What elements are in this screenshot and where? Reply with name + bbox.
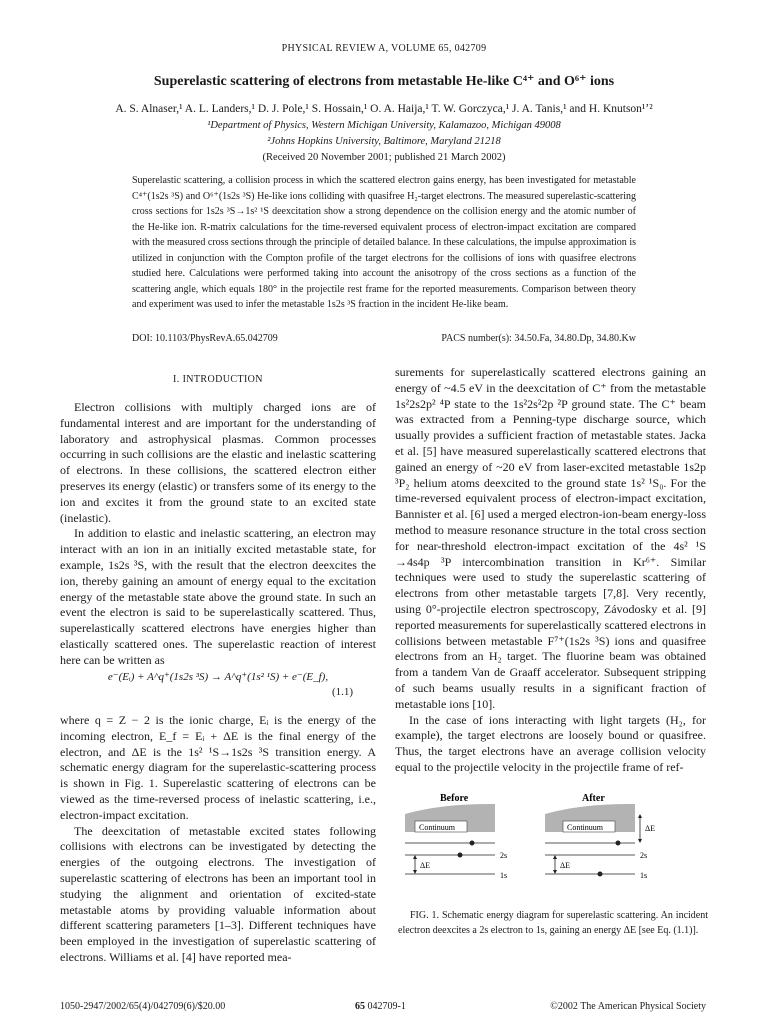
doi: DOI: 10.1103/PhysRevA.65.042709	[132, 333, 278, 344]
electron-2s-before	[458, 853, 463, 858]
energy-diagram-figure	[400, 790, 710, 900]
delta-e-label-after: ΔE	[560, 861, 571, 870]
delta-e-label-before: ΔE	[420, 861, 431, 870]
affiliation-2: ²Johns Hopkins University, Baltimore, Maryland 21218	[267, 136, 501, 147]
footer-volume: 65	[355, 1001, 365, 1012]
paragraph: Electron collisions with multiply charged ions are of fundamental interest and are important for the understanding of laboratory and astrophysical plasmas. Common processes occurring in such collisions are the elastic and inelastic scattering of electrons. In these collisions, the scattered electron either preserves its energy (elastic) or transfers some of its energy to the ion and excites it from the ground state to an excited state (inelastic).	[60, 400, 376, 525]
received-date: (Received 20 November 2001; published 21 March 2002)	[262, 152, 506, 163]
right-column	[395, 365, 706, 776]
footer-copyright: ©2002 The American Physical Society	[550, 1001, 706, 1012]
continuum-label-before: Continuum	[419, 823, 456, 832]
equation-1-1	[60, 670, 376, 683]
pacs-numbers: PACS number(s): 34.50.Fa, 34.80.Dp, 34.80.Kw	[441, 333, 636, 344]
section-heading: I. INTRODUCTION	[173, 374, 263, 385]
level-1s-label-before: 1s	[500, 871, 508, 880]
delta-e-gain-label: ΔE	[645, 824, 656, 833]
footer-issn-price: 1050-2947/2002/65(4)/042709(6)/$20.00	[60, 1001, 226, 1012]
incident-electron	[470, 841, 475, 846]
paragraph: In the case of ions interacting with light targets (H₂, for example), the target electrons are loosely bound or quasifree. Thus, the target electrons have an average collision velocity equal to the projectile velocity in the projectile frame of ref-	[395, 712, 706, 774]
paragraph: The deexcitation of metastable excited states following collisions with electrons can be investigated by detecting the energies of the outgoing electrons. The investigation of superelastic scattering of electrons has been an important tool in studying the alignment and orientation of excited-state metastable atoms by providing valuable information about different scattering parameters [1–3]. Different techniques have been employed in the investigation of superelastic scattering of electrons. Williams et al. [4] have reported mea-	[60, 823, 376, 964]
footer-article-number: 042709-1	[367, 1001, 406, 1012]
equation-number: (1.1)	[332, 686, 354, 698]
abstract: Superelastic scattering, a collision process in which the scattered electron gains energy, has been investigated for metastable C⁴⁺(1s2s ³S) and O⁶⁺(1s2s ³S) He-like ions colliding with quasifree H₂-target electrons. The measured superelastic-scattering cross sections for 1s2s ³S→1s² ¹S deexcitation show a strong dependence on the collision energy and the atomic number of the He-like ion. R-matrix calculations for the time-reversed equivalent process of electron-impact excitation are compared with the measured cross sections through the principle of detailed balance. In these calculations, the impulse approximation is utilized in conjunction with the Compton profile of the target electrons for the collisions of ions with quasifree electrons studied here. Calculations were performed taking into account the anisotropy of the cross sections as a function of the scattering angle, which equals 180° in the projectile rest frame for the reported measurements. Comparison between theory and experiment was used to infer the metastable 1s2s ³S fraction in the incident He-like beam.	[132, 175, 636, 310]
level-2s-label-after: 2s	[640, 851, 648, 860]
level-2s-label-before: 2s	[500, 851, 508, 860]
electron-1s-after	[598, 872, 603, 877]
after-label: After	[582, 793, 605, 804]
left-column-top	[60, 400, 376, 669]
before-label: Before	[440, 793, 469, 804]
paragraph: where q = Z − 2 is the ionic charge, Eᵢ is the energy of the incoming electron, E_f = Eᵢ + ΔE is the final energy of the electron, and ΔE is the 1s² ¹S→1s2s ³S transition energy. A schematic energy diagram for the superelastic-scattering process is shown in Fig. 1. Superelastic scattering of electrons can be viewed as the time-reversed process of inelastic scattering, i.e., electron-impact excitation.	[60, 713, 376, 822]
footer-page-id	[355, 1001, 406, 1012]
journal-header: PHYSICAL REVIEW A, VOLUME 65, 042709	[281, 43, 487, 54]
author-list: A. S. Alnaser,¹ A. L. Landers,¹ D. J. Pole,¹ S. Hossain,¹ O. A. Haija,¹ T. W. Gorczyca,¹ J. A. Tanis,¹ and H. Knutson¹ʼ²	[115, 103, 653, 115]
scattered-electron	[616, 841, 621, 846]
continuum-label-after: Continuum	[567, 823, 604, 832]
equation-text: e⁻(Eᵢ) + A^q⁺(1s2s ³S) → A^q⁺(1s² ¹S) + e⁻(E_f),	[107, 671, 329, 683]
figure-caption: FIG. 1. Schematic energy diagram for superelastic scattering. An incident electron deexcites a 2s electron to 1s, gaining an energy ΔE [see Eq. (1.1)].	[398, 910, 708, 936]
level-1s-label-after: 1s	[640, 871, 648, 880]
paragraph: In addition to elastic and inelastic scattering, an electron may interact with an ion in an initially excited metastable state, for example, 1s2s ³S, with the result that the electron deexcites the ion, thereby gaining an amount of energy equal to the excitation energy of the metastable state above the ground state. In such an event the electron is said to be superelastically scattered. Thus, superelastically scattered electrons have energies higher than elastically scattered ones. The superelastic reaction of interest here can be written as	[60, 526, 376, 667]
affiliation-1: ¹Department of Physics, Western Michigan University, Kalamazoo, Michigan 49008	[207, 120, 561, 131]
left-column-bottom	[60, 713, 376, 966]
paper-title: Superelastic scattering of electrons from metastable He-like C⁴⁺ and O⁶⁺ ions	[153, 74, 615, 89]
paragraph: surements for superelastically scattered electrons gaining an energy of ~4.5 eV in the deexcitation of C⁺ from the metastable 1s²2s2p² ⁴P state to the 1s²2s²2p ²P ground state. The C⁺ beam was extracted from a Penning-type discharge source, which usually provides a sufficient fraction of metastable states. Jacka et al. [5] have measured superelastically scattered electrons that gained an energy of ~20 eV from laser-excited metastable 1s2p ³P₂ helium atoms deexcited to the ground state 1s² ¹S₀. For the time-reversed equivalent process of electron-impact excitation, Bannister et al. [6] used a merged electron-ion-beam energy-loss method to measure resonance structure in the total cross section for near-threshold electron-impact excitation of the 4s² ¹S →4s4p ³P intercombination transition in Kr⁶⁺. Similar techniques were used to study the superelastic scattering of electrons from other metastable targets [7,8]. Very recently, using 0°-projectile electron spectroscopy, Závodosky et al. [9] reported measurements for superelastically scattered electrons in collisions between metastable F⁷⁺(1s2s ³S) ions and quasifree electrons from an H₂ target. The fluorine beam was obtained from a tandem Van de Graaff accelerator. Subsequent stripping of such beams usually results in a significant fraction of metastable ions [10].	[395, 365, 706, 711]
